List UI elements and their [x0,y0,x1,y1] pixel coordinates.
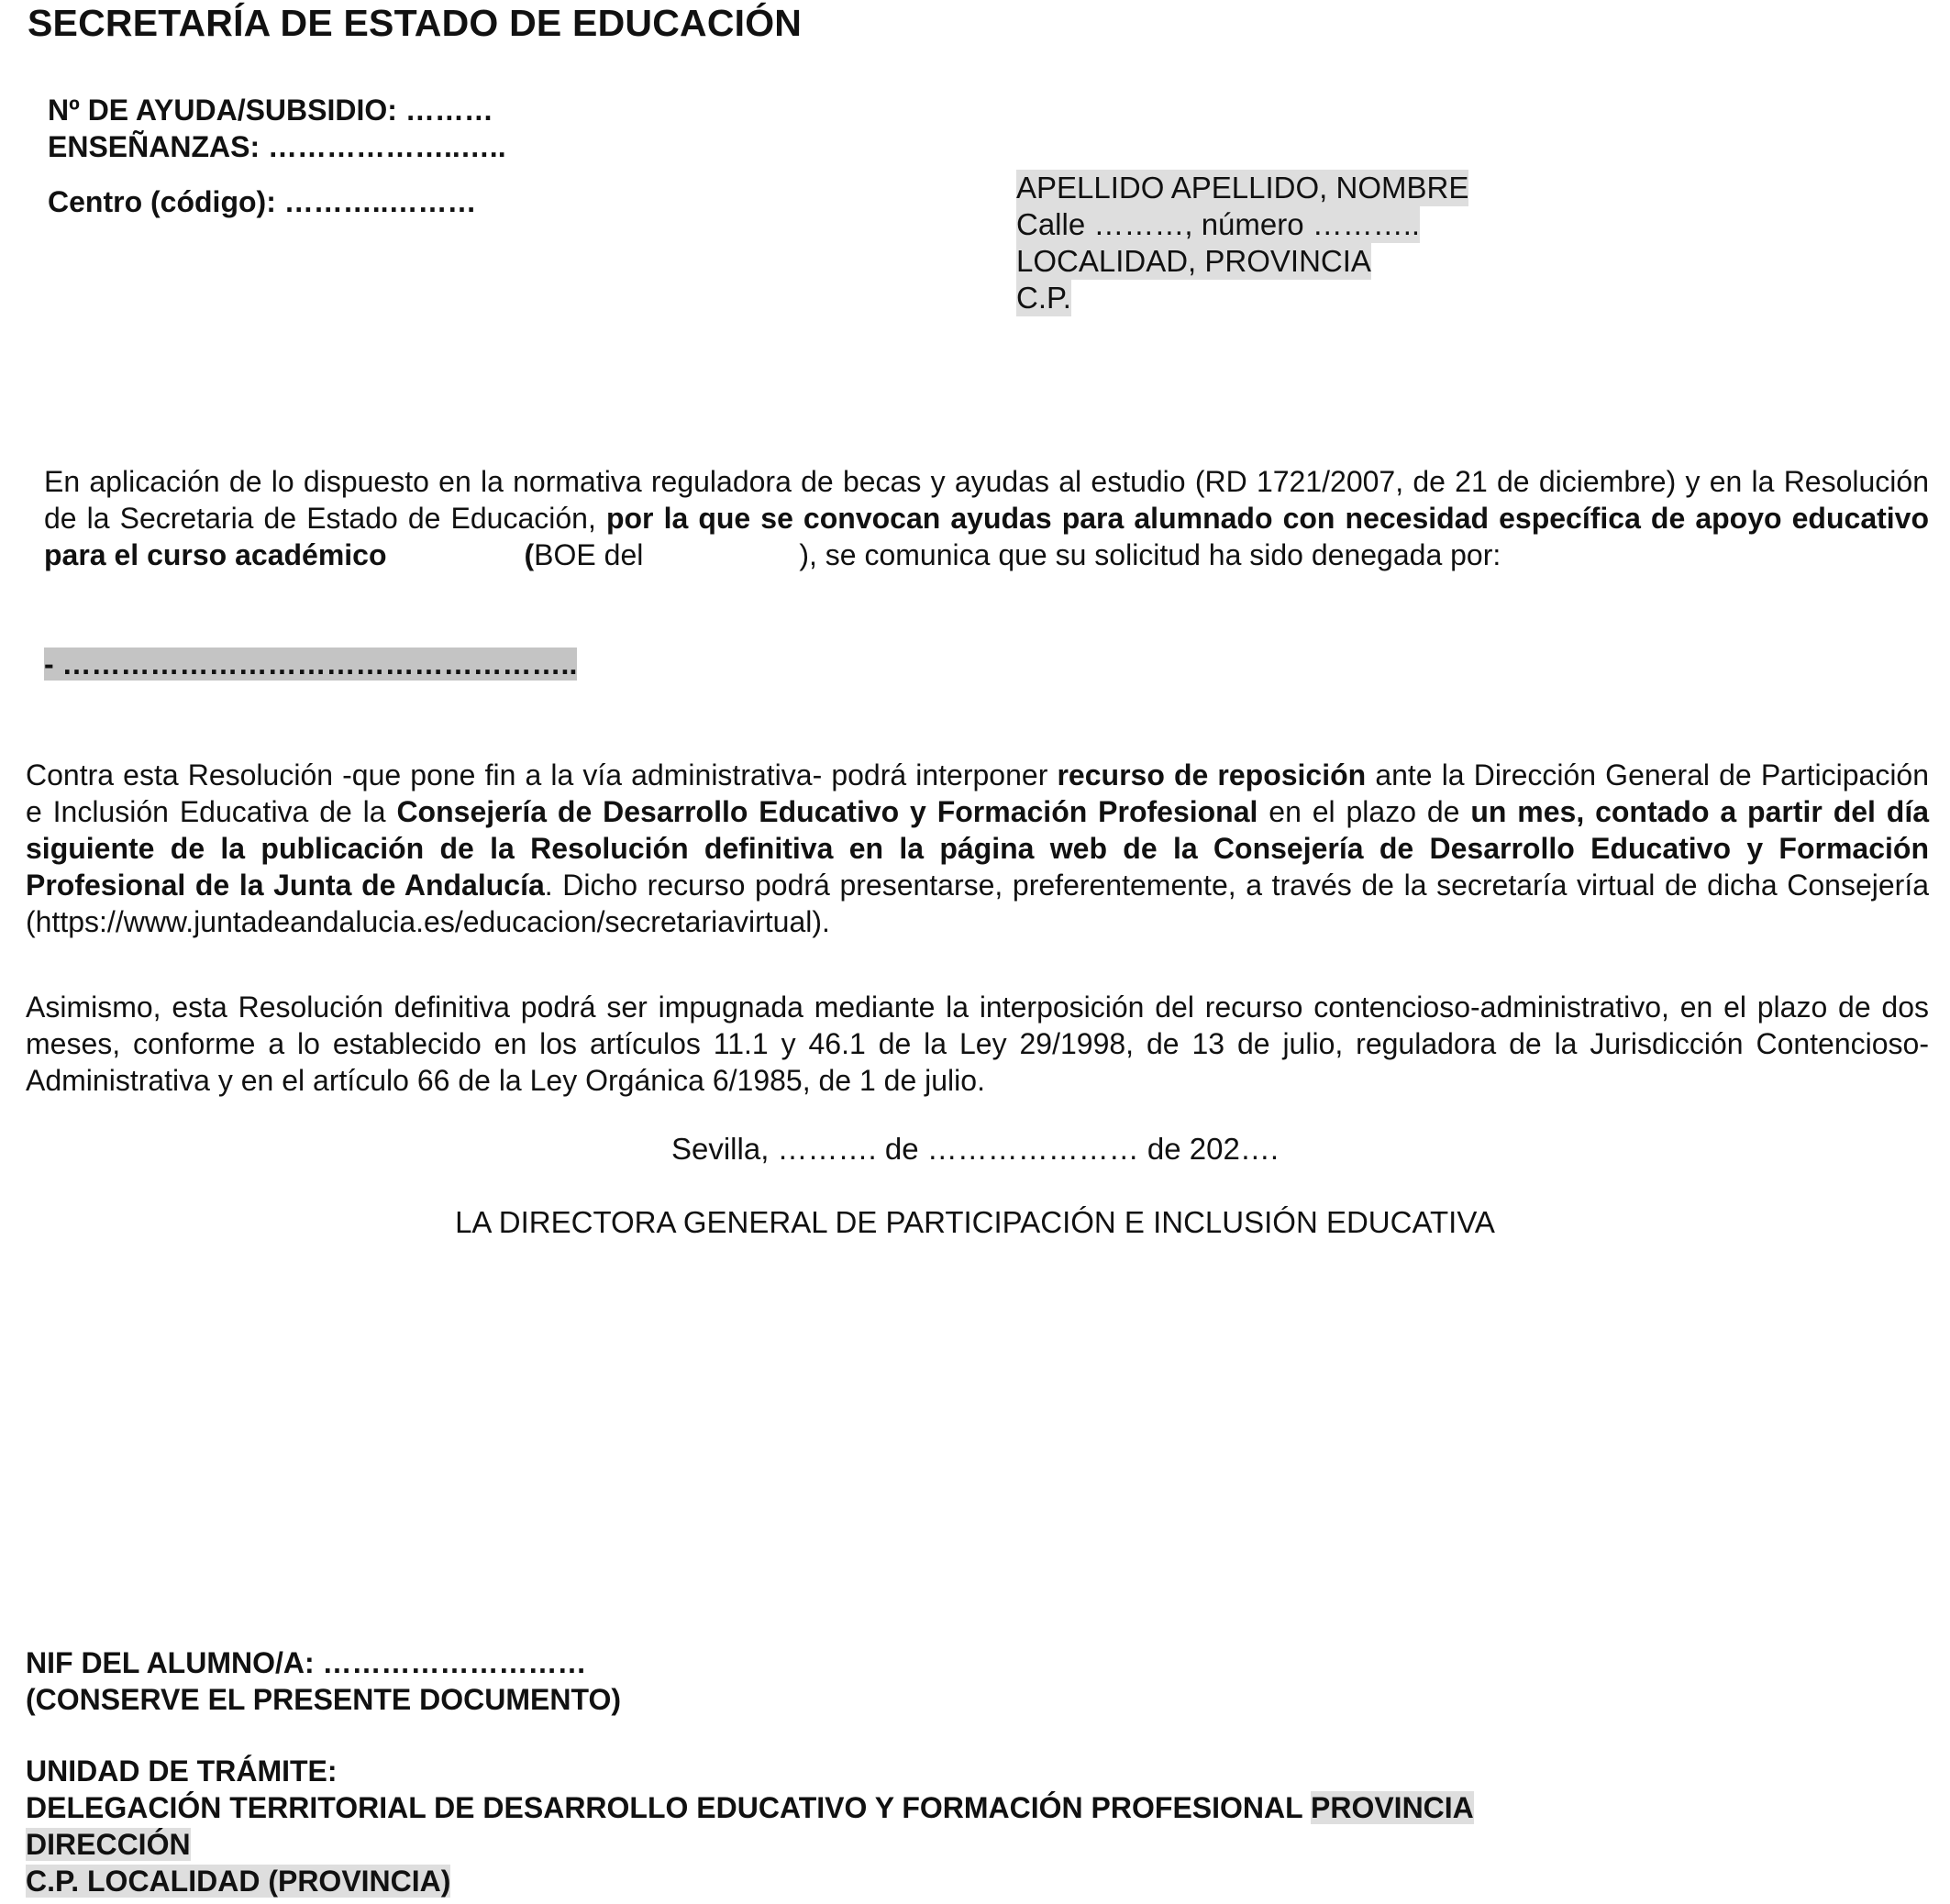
unidad-tramite-label: UNIDAD DE TRÁMITE: [26,1755,338,1788]
footer-block [26,1644,1474,1899]
footer-direccion: DIRECCIÓN [26,1828,191,1861]
delegacion-line [26,1789,1474,1826]
p1-text: En aplicación de lo dispuesto en la normativa reguladora de becas y ayudas al estudio (RD 1721/2007, de 21 de diciembre) y en la Resolución de la Secretaria de Estado de Educación, [44,465,1929,535]
recipient-address-block [1016,170,1468,316]
litigation-paragraph: Asimismo, esta Resolución definitiva podrá ser impugnada mediante la interposición del recurso contencioso-administrativo, en el plazo de dos meses, conforme a lo establecido en los artículos 11.1 y 46.1 de la Ley 29/1998, de 13 de julio, reguladora de la Jurisdicción Contencioso-Administrativa y en el artículo 66 de la Ley Orgánica 6/1985, de 1 de julio. [26,991,1929,1097]
address-line-locality: LOCALIDAD, PROVINCIA [1016,244,1371,278]
p1-boe-text: BOE del [534,538,644,571]
denial-reason-text: - …………………………………………….. [44,648,578,681]
address-line-postal-code: C.P. [1016,281,1071,315]
address-line-street: Calle ………, número ……….. [1016,207,1421,241]
p1-end-text: ), se comunica que su solicitud ha sido denegada por: [799,538,1501,571]
p2-text-a: Contra esta Resolución -que pone fin a la vía administrativa- podrá interponer [26,758,1058,791]
p1-bold-text: por la que se convocan ayudas para alumnado con necesidad específica de apoyo educativo para el curso académico [44,502,1930,571]
appeal-paragraph [26,757,1929,940]
address-line-name: APELLIDO APELLIDO, NOMBRE [1016,171,1469,205]
p2-text-g: . Dicho recurso podrá presentarse, preferentemente, a través de la secretaría virtual de dicha Consejería (https://www.juntadeandalucia.es/educacion/secretariavirtual). [26,869,1930,938]
p2-bold-f: un mes, contado a partir del día siguiente de la publicación de la Resolución definitiva en la página web de la Consejería de Desarrollo Educativo y Formación Profesional de la Junta de Andalucía [26,795,1930,902]
footer-cp-locality: C.P. LOCALIDAD (PROVINCIA) [26,1865,451,1898]
page-title: SECRETARÍA DE ESTADO DE EDUCACIÓN [28,2,803,44]
delegacion-provincia: PROVINCIA [1310,1791,1474,1824]
denial-reason-field [44,646,577,682]
signatory-title: LA DIRECTORA GENERAL DE PARTICIPACIÓN E INCLUSIÓN EDUCATIVA [455,1205,1495,1239]
notification-paragraph [44,463,1929,573]
p2-text-c: ante la Dirección General de Participación e Inclusión Educativa de la [26,758,1930,828]
conserve-notice: (CONSERVE EL PRESENTE DOCUMENTO) [26,1683,621,1716]
p2-bold-d: Consejería de Desarrollo Educativo y Formación Profesional [396,795,1258,828]
date-line: Sevilla, ………. de ………………… de 202…. [670,1132,1280,1166]
ayuda-number-label: Nº DE AYUDA/SUBSIDIO: ……… [48,94,493,127]
p2-text-e: en el plazo de [1258,795,1471,828]
p1-paren: ( [524,538,535,571]
p2-bold-b: recurso de reposición [1057,758,1367,791]
centro-code-label: Centro (código): ………..……… [48,185,477,218]
ensenanzas-label: ENSEÑANZAS: ………………..….. [48,130,506,163]
delegacion-text: DELEGACIÓN TERRITORIAL DE DESARROLLO EDUCATIVO Y FORMACIÓN PROFESIONAL [26,1791,1311,1824]
nif-label: NIF DEL ALUMNO/A: ……………………… [26,1646,587,1679]
